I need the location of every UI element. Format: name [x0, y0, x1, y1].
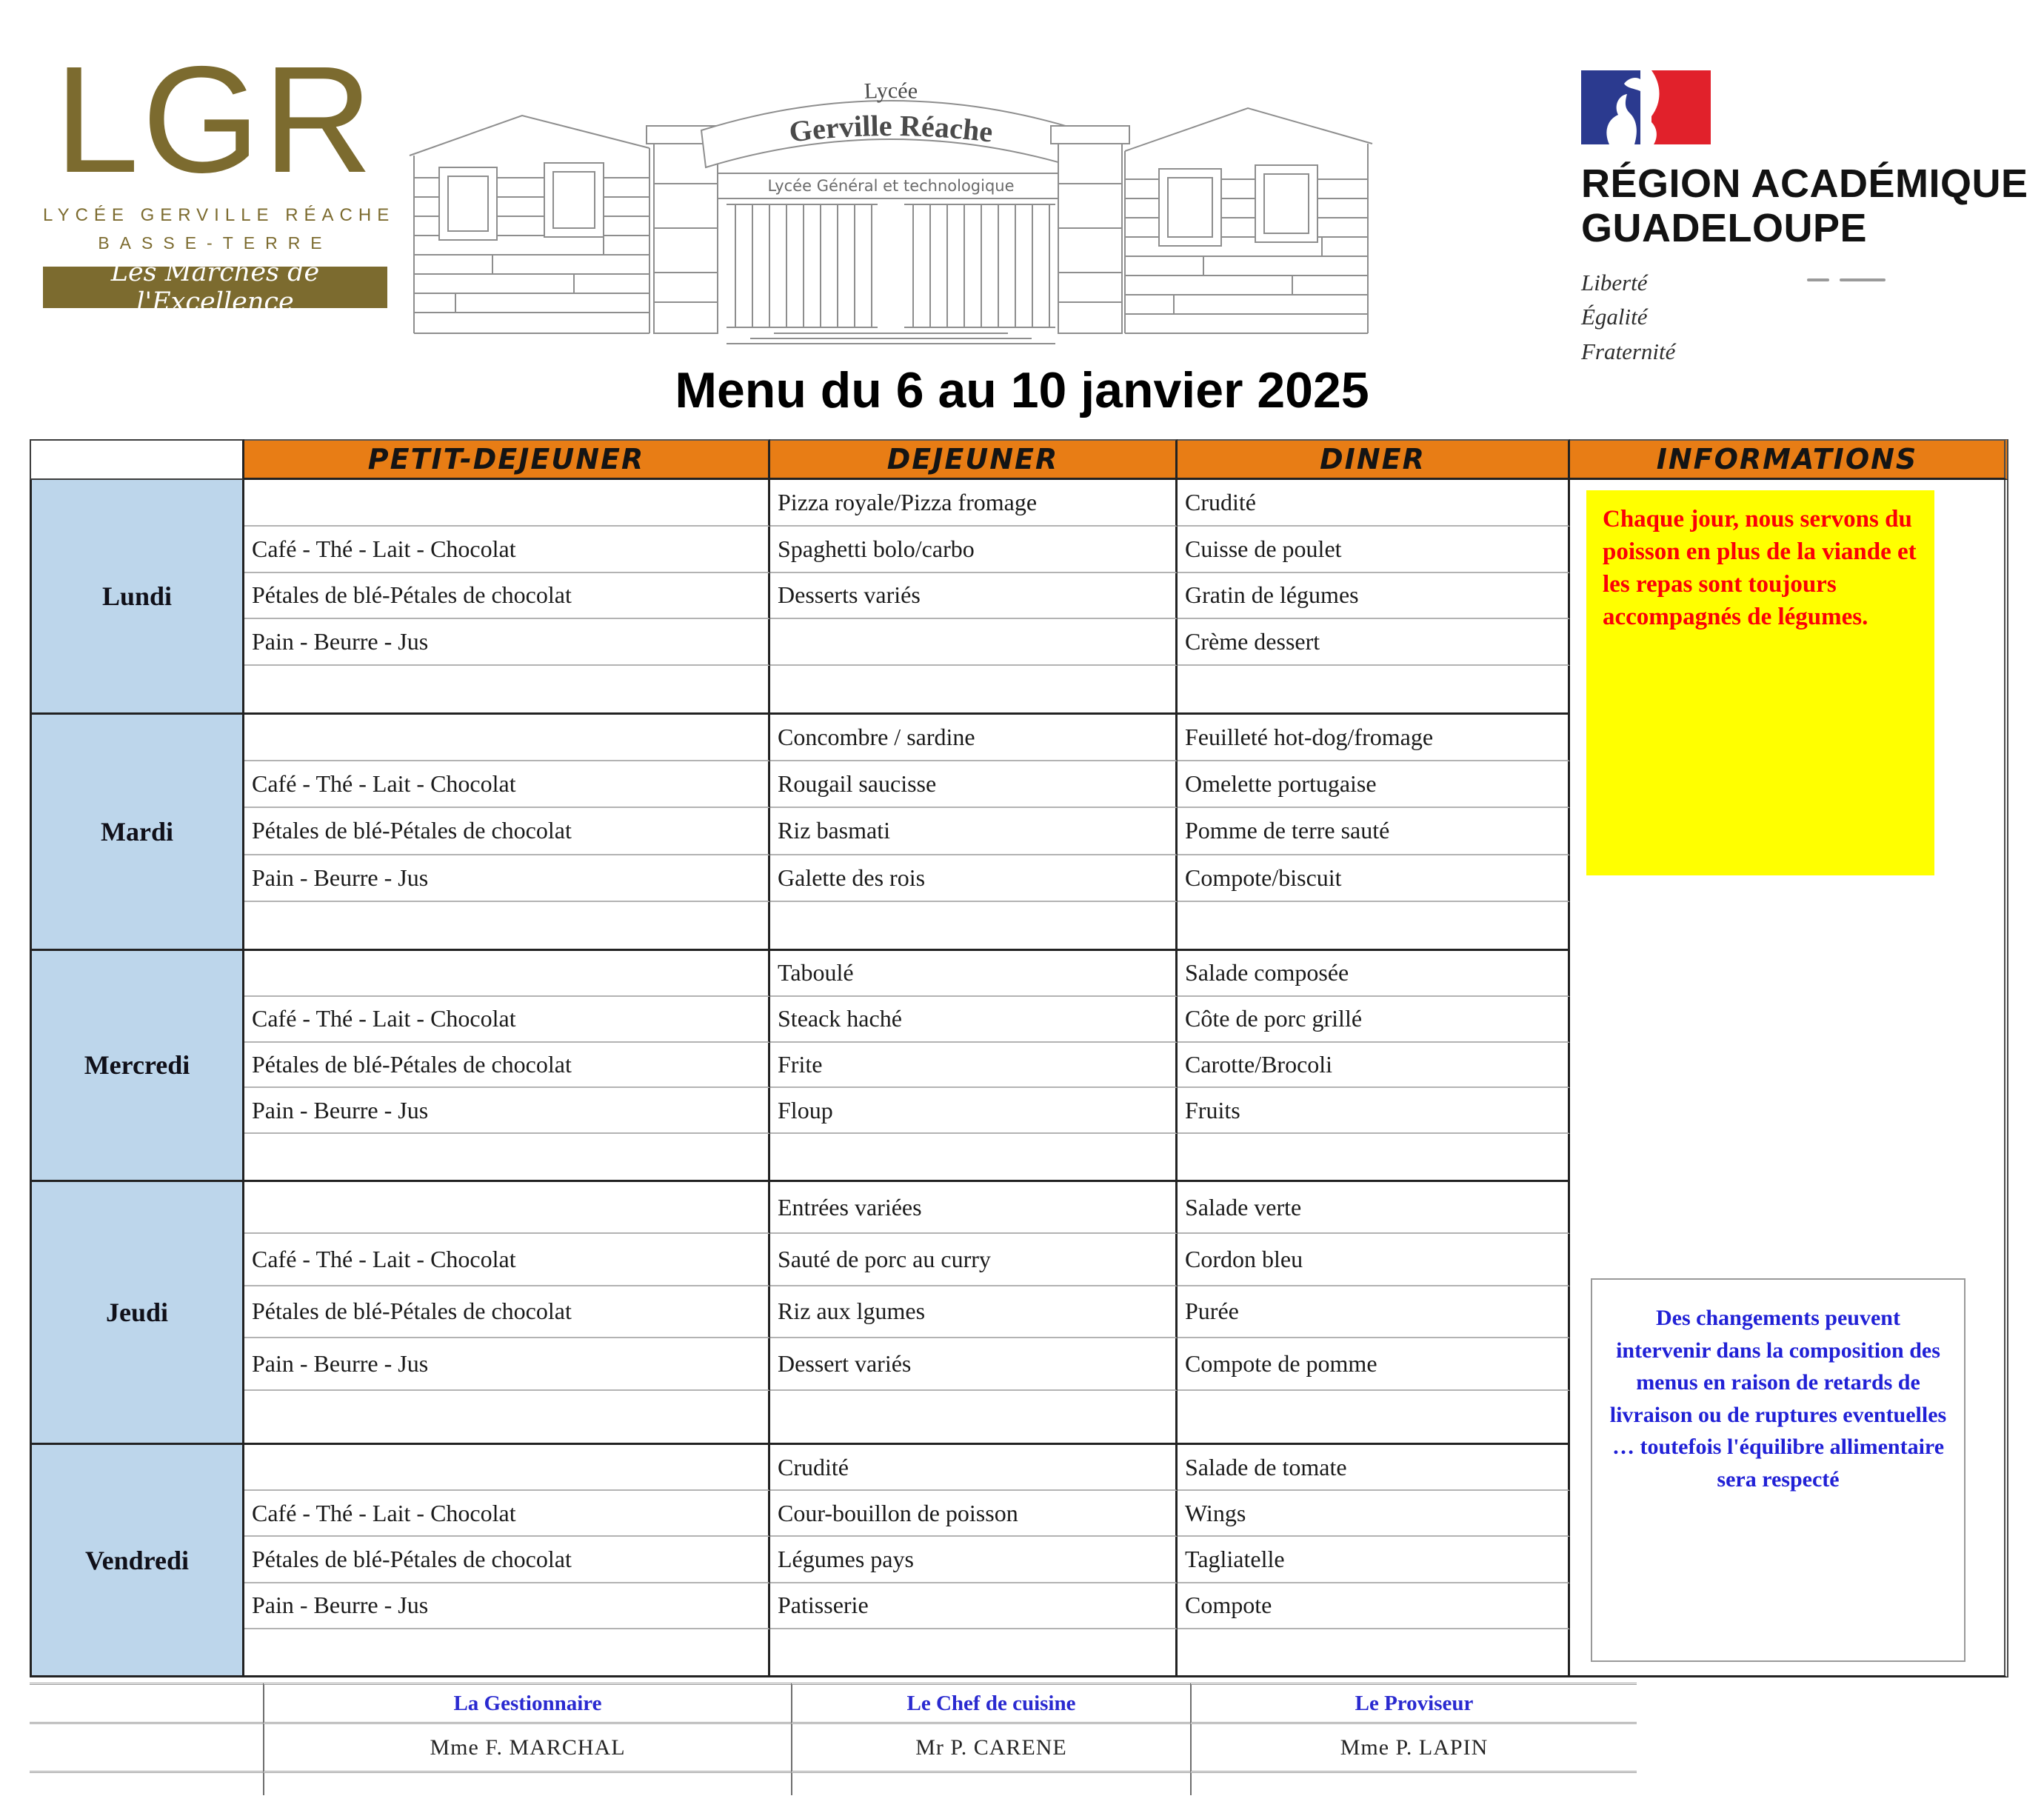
menu-cell: Desserts variés	[770, 573, 1178, 620]
menu-cell: Compote/biscuit	[1178, 855, 1570, 902]
menu-cell-empty	[244, 902, 770, 949]
menu-cell-empty	[244, 1391, 770, 1443]
menu-cell-empty	[770, 666, 1178, 712]
menu-cell-empty	[1178, 666, 1570, 712]
day-row-lundi	[30, 480, 1570, 715]
menu-cell: Crudité	[770, 1445, 1178, 1491]
menu-cell: Café - Thé - Lait - Chocolat	[244, 1491, 770, 1537]
signatory-name: Mme P. LAPIN	[1190, 1724, 1637, 1773]
menu-cell: Feuilleté hot-dog/fromage	[1178, 715, 1570, 761]
menu-changes-note: Des changements peuvent intervenir dans la composition des menus en raison de retards de livraison ou de ruptures eventuelles … toutefois l'équilibre allimentaire sera respecté	[1591, 1278, 1965, 1662]
menu-cell: Salade composée	[1178, 951, 1570, 997]
menu-cell: Wings	[1178, 1491, 1570, 1537]
menu-cell: Pain - Beurre - Jus	[244, 1338, 770, 1390]
menu-cell: Carotte/Brocoli	[1178, 1043, 1570, 1089]
menu-cell: Purée	[1178, 1286, 1570, 1338]
motto-liberte: Liberté	[1581, 269, 1648, 296]
menu-cell: Rougail saucisse	[770, 761, 1178, 808]
menu-cell: Patisserie	[770, 1583, 1178, 1629]
scan-artifact-dash	[1840, 278, 1886, 281]
lgr-school-name: LYCÉE GERVILLE RÉACHE	[43, 204, 395, 225]
menu-cell: Pétales de blé-Pétales de chocolat	[244, 1286, 770, 1338]
motto-fraternite: Fraternité	[1581, 338, 1676, 364]
menu-cell: Pain - Beurre - Jus	[244, 855, 770, 902]
day-row-mercredi	[30, 951, 1570, 1182]
signatory-name: Mr P. CARENE	[791, 1724, 1190, 1773]
informations-column	[1570, 480, 2008, 1677]
footer-empty-cell	[791, 1773, 1190, 1795]
menu-cell: Café - Thé - Lait - Chocolat	[244, 1234, 770, 1286]
menu-cell: Riz basmati	[770, 808, 1178, 855]
header-diner: DINER	[1178, 439, 1570, 480]
building-sign-line2: Gerville Réache	[787, 108, 995, 149]
menu-cell-empty	[244, 1629, 770, 1675]
menu-cell: Steack haché	[770, 997, 1178, 1043]
school-building-sketch	[404, 43, 1377, 345]
menu-cell: Crème dessert	[1178, 619, 1570, 666]
region-academique-logo	[1581, 70, 2037, 369]
menu-cell-empty	[770, 1134, 1178, 1180]
menu-cell: Crudité	[1178, 480, 1570, 527]
menu-cell: Pain - Beurre - Jus	[244, 1088, 770, 1134]
footer-empty-cell	[263, 1773, 791, 1795]
day-row-jeudi	[30, 1182, 1570, 1445]
lgr-motto-banner: Les Marches de l'Excellence	[43, 267, 387, 308]
menu-cell	[244, 1445, 770, 1491]
scan-artifact-dash	[1807, 278, 1829, 281]
menu-cell: Fruits	[1178, 1088, 1570, 1134]
day-row-vendredi	[30, 1445, 1570, 1677]
signatory-role: La Gestionnaire	[263, 1683, 791, 1724]
french-flag-marianne-icon	[1581, 70, 1711, 146]
menu-cell	[244, 480, 770, 527]
signatures-table	[30, 1683, 1637, 1795]
lgr-city: BASSE-TERRE	[98, 233, 333, 253]
menu-cell: Riz aux lgumes	[770, 1286, 1178, 1338]
weekly-menu-table	[30, 439, 2008, 1677]
daily-fish-note: Chaque jour, nous servons du poisson en plus de la viande et les repas sont toujours accompagnés de légumes.	[1586, 490, 1934, 875]
footer-empty-cell	[1190, 1773, 1637, 1795]
menu-cell-empty	[1178, 1134, 1570, 1180]
menu-cell: Sauté de porc au curry	[770, 1234, 1178, 1286]
menu-cell-empty	[1178, 1629, 1570, 1675]
motto-egalite: Égalité	[1581, 304, 1648, 330]
region-line2: GUADELOUPE	[1581, 206, 1868, 251]
header-dejeuner: DEJEUNER	[770, 439, 1178, 480]
menu-cell: Légumes pays	[770, 1537, 1178, 1583]
footer-empty-cell	[30, 1683, 263, 1724]
footer-empty-cell	[30, 1724, 263, 1773]
lgr-acronym: LGR	[54, 35, 376, 204]
header-empty-cell	[30, 439, 244, 480]
page-title: Menu du 6 au 10 janvier 2025	[675, 362, 1369, 418]
footer-empty-cell	[30, 1773, 263, 1795]
menu-cell: Café - Thé - Lait - Chocolat	[244, 761, 770, 808]
menu-cell: Frite	[770, 1043, 1178, 1089]
signatory-role: Le Chef de cuisine	[791, 1683, 1190, 1724]
menu-cell: Salade de tomate	[1178, 1445, 1570, 1491]
menu-days-area	[30, 480, 1570, 1677]
menu-cell	[770, 619, 1178, 666]
day-label: Jeudi	[30, 1182, 244, 1443]
menu-cell: Spaghetti bolo/carbo	[770, 527, 1178, 573]
menu-cell: Cordon bleu	[1178, 1234, 1570, 1286]
menu-cell: Pétales de blé-Pétales de chocolat	[244, 573, 770, 620]
menu-cell: Salade verte	[1178, 1182, 1570, 1234]
menu-cell: Pomme de terre sauté	[1178, 808, 1570, 855]
menu-cell-empty	[770, 902, 1178, 949]
menu-cell: Café - Thé - Lait - Chocolat	[244, 527, 770, 573]
menu-cell-empty	[244, 1134, 770, 1180]
menu-cell-empty	[770, 1629, 1178, 1675]
header-petit-dejeuner: PETIT-DEJEUNER	[244, 439, 770, 480]
day-label: Mardi	[30, 715, 244, 949]
building-sign-line1: Lycée	[864, 78, 918, 104]
menu-cell: Pain - Beurre - Jus	[244, 1583, 770, 1629]
day-label: Mercredi	[30, 951, 244, 1180]
menu-cell: Omelette portugaise	[1178, 761, 1570, 808]
menu-cell-empty	[1178, 1391, 1570, 1443]
menu-cell	[244, 715, 770, 761]
region-line1: RÉGION ACADÉMIQUE	[1581, 161, 2028, 206]
menu-cell: Cour-bouillon de poisson	[770, 1491, 1178, 1537]
menu-cell-empty	[1178, 902, 1570, 949]
menu-cell: Tagliatelle	[1178, 1537, 1570, 1583]
building-subtitle: Lycée Général et technologique	[767, 177, 1015, 195]
day-label: Lundi	[30, 480, 244, 712]
day-label: Vendredi	[30, 1445, 244, 1675]
menu-cell: Cuisse de poulet	[1178, 527, 1570, 573]
menu-cell: Dessert variés	[770, 1338, 1178, 1390]
menu-cell-empty	[244, 666, 770, 712]
menu-cell: Concombre / sardine	[770, 715, 1178, 761]
menu-cell: Pain - Beurre - Jus	[244, 619, 770, 666]
menu-cell: Floup	[770, 1088, 1178, 1134]
day-row-mardi	[30, 715, 1570, 951]
menu-table-header-row	[30, 439, 2008, 480]
menu-cell-empty	[770, 1391, 1178, 1443]
menu-cell: Café - Thé - Lait - Chocolat	[244, 997, 770, 1043]
menu-cell: Taboulé	[770, 951, 1178, 997]
menu-cell: Pétales de blé-Pétales de chocolat	[244, 808, 770, 855]
menu-cell: Côte de porc grillé	[1178, 997, 1570, 1043]
menu-cell: Compote de pomme	[1178, 1338, 1570, 1390]
menu-cell: Entrées variées	[770, 1182, 1178, 1234]
menu-cell: Galette des rois	[770, 855, 1178, 902]
signatory-role: Le Proviseur	[1190, 1683, 1637, 1724]
lgr-logo	[43, 35, 395, 317]
menu-cell	[244, 1182, 770, 1234]
signatory-name: Mme F. MARCHAL	[263, 1724, 791, 1773]
menu-cell: Compote	[1178, 1583, 1570, 1629]
menu-cell: Pétales de blé-Pétales de chocolat	[244, 1043, 770, 1089]
menu-cell: Pizza royale/Pizza fromage	[770, 480, 1178, 527]
menu-cell	[244, 951, 770, 997]
menu-cell: Pétales de blé-Pétales de chocolat	[244, 1537, 770, 1583]
menu-cell: Gratin de légumes	[1178, 573, 1570, 620]
header-informations: INFORMATIONS	[1570, 439, 2008, 480]
